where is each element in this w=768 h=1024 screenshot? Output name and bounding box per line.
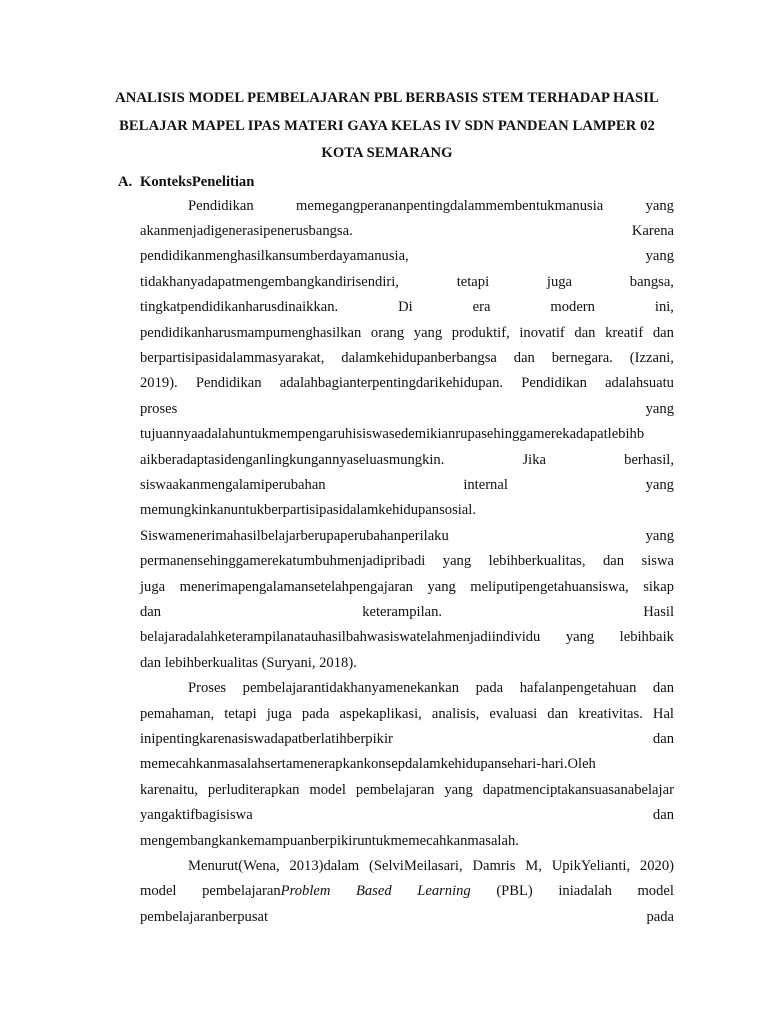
text-line <box>140 549 674 574</box>
text-line <box>140 854 674 879</box>
word: modern <box>550 299 595 316</box>
word: aspekaplikasi, <box>339 705 422 722</box>
word: kreativitas. <box>578 705 643 722</box>
word: lebihberkualitas, <box>488 553 586 570</box>
word: Jika <box>522 451 547 468</box>
text-line <box>140 321 674 346</box>
word: bernegara. <box>551 349 613 366</box>
word: dan <box>652 324 674 341</box>
text-line <box>140 803 674 828</box>
word: analisis, <box>431 705 480 722</box>
text-line <box>140 651 674 676</box>
word: UpikYelianti, <box>551 858 631 875</box>
word: karenaitu, <box>140 781 198 798</box>
text-line <box>140 295 674 320</box>
word: hafalanpengetahuan <box>519 680 637 697</box>
word: dan lebihberkualitas (Suryani, 2018). <box>140 654 357 671</box>
word: pemahaman, <box>140 705 215 722</box>
word: dan <box>652 680 674 697</box>
word: Pendidikan <box>195 375 262 392</box>
word: pada <box>475 680 504 697</box>
section-marker: A. <box>118 173 133 190</box>
text-line <box>140 498 674 523</box>
word: kreatif <box>605 324 644 341</box>
text-line <box>140 473 674 498</box>
word: produktif, <box>451 324 510 341</box>
word: tujuannyaadalahuntukmempengaruhisiswasedemikianrupasehinggamerekadapatlebihb <box>140 426 645 443</box>
word: adalahsuatu <box>605 375 674 392</box>
word: bangsa, <box>629 273 674 290</box>
text-line <box>140 752 674 777</box>
text-line <box>140 270 674 295</box>
word: sikap <box>643 578 674 595</box>
word-with-term <box>202 879 330 904</box>
text-line <box>140 422 674 447</box>
text-line <box>140 244 674 269</box>
word: yang <box>645 527 674 544</box>
word: proses <box>140 400 178 417</box>
word: yang <box>442 553 472 570</box>
text-line <box>140 600 674 625</box>
italic-term: Problem <box>280 883 331 900</box>
word: dan <box>513 349 535 366</box>
word: model <box>140 883 177 900</box>
word: Pendidikan <box>188 197 254 214</box>
word: juga <box>266 705 292 722</box>
word: permanensehinggamerekatumbuhmenjadipribadi <box>140 553 426 570</box>
section-title: KonteksPenelitian <box>140 173 255 190</box>
word: inovatif <box>519 324 565 341</box>
text-line <box>140 676 674 701</box>
word: era <box>472 299 491 316</box>
word: yang <box>565 629 595 646</box>
word: tetapi <box>456 273 490 290</box>
word: perluditerapkan <box>207 781 300 798</box>
text-line <box>140 905 674 930</box>
word: pembelajarantidakhanyamenekankan <box>242 680 460 697</box>
text-line <box>140 727 674 752</box>
word: yang <box>645 197 674 214</box>
word: yang <box>413 324 443 341</box>
word: pendidikanmenghasilkansumberdayamanusia, <box>140 248 409 265</box>
text-line <box>140 397 674 422</box>
title-line: BELAJAR MAPEL IPAS MATERI GAYA KELAS IV SDN PANDEAN LAMPER 02 <box>119 117 655 134</box>
word: inipentingkarenasiswadapatberlatihberpikir <box>140 731 393 748</box>
word: yang <box>444 781 473 798</box>
word: memecahkanmasalahsertamenerapkankonsepdalamkehidupansehari-hari.Oleh <box>140 756 596 773</box>
word: iniadalah <box>558 883 612 900</box>
text-line <box>140 625 674 650</box>
word: yang <box>645 476 674 493</box>
word: evaluasi <box>489 705 538 722</box>
word: Hal <box>652 705 674 722</box>
word: ini, <box>654 299 674 316</box>
word: Damris <box>472 858 516 875</box>
text-line <box>140 371 674 396</box>
text-line <box>140 778 674 803</box>
title-line: KOTA SEMARANG <box>321 145 453 161</box>
word: dapatmenciptakansuasanabelajar <box>482 781 674 798</box>
word: orang <box>370 324 405 341</box>
word: memungkinkanuntukberpartisipasidalamkehidupansosial. <box>140 502 476 519</box>
title-line: ANALISIS MODEL PEMBELAJARAN PBL BERBASIS STEM TERHADAP HASIL <box>115 90 659 106</box>
word: pendidikanharusmampumenghasilkan <box>140 324 362 341</box>
italic-term: Learning <box>417 883 471 900</box>
word: pembelajaran <box>202 883 281 900</box>
word: juga <box>140 578 166 595</box>
text-line <box>140 575 674 600</box>
text-line <box>140 879 674 904</box>
word: memegangperananpentingdalammembentukmanusia <box>296 197 604 214</box>
word: Menurut(Wena, <box>188 858 280 875</box>
word: dan <box>602 553 625 570</box>
word: belajaradalahketerampilanatauhasilbahwasiswatelahmenjadiindividu <box>140 629 541 646</box>
word: (PBL) <box>496 883 533 900</box>
word: berpartisipasidalammasyarakat, <box>140 349 325 366</box>
word: yang <box>645 248 674 265</box>
word: berhasil, <box>624 451 674 468</box>
word: (Izzani, <box>629 349 674 366</box>
word: Siswamenerimahasilbelajarberupaperubahanperilaku <box>140 527 449 544</box>
word: adalahbagianterpentingdarikehidupan. <box>279 375 504 392</box>
word: siswa <box>641 553 674 570</box>
word: keterampilan. <box>362 604 443 620</box>
word: model <box>637 883 674 900</box>
word: dan <box>547 705 569 722</box>
word: menerimapengalamansetelahpengajaran <box>179 578 413 595</box>
word: dan <box>140 604 162 620</box>
word: tetapi <box>224 705 257 722</box>
word: yangaktifbagisiswa <box>140 807 253 824</box>
word: internal <box>463 476 508 493</box>
word: yang <box>427 578 456 595</box>
text-line <box>140 219 674 244</box>
text-line <box>140 829 674 854</box>
word: M, <box>525 858 542 875</box>
word: Karena <box>631 222 674 239</box>
word: lebihbaik <box>619 629 674 646</box>
word: dalamkehidupanberbangsa <box>341 349 497 366</box>
document-title <box>100 85 674 168</box>
section-heading <box>118 170 674 194</box>
word: (SelviMeilasari, <box>369 858 463 875</box>
word: 2013)dalam <box>289 858 360 875</box>
word: yang <box>645 400 674 417</box>
word: 2020) <box>639 858 674 875</box>
word: aikberadaptasidenganlingkungannyaseluasmungkin. <box>140 451 445 468</box>
word: dan <box>574 324 596 341</box>
word: Di <box>398 299 413 316</box>
text-line <box>140 194 674 219</box>
word: pada <box>301 705 330 722</box>
word: model <box>309 781 346 798</box>
word: Proses <box>188 680 227 697</box>
word: Hasil <box>643 604 674 620</box>
word: akanmenjadigenerasipenerusbangsa. <box>140 222 353 239</box>
word: pembelajaran <box>355 781 435 798</box>
word: mengembangkankemampuanberpikiruntukmemecahkanmasalah. <box>140 832 519 849</box>
word: juga <box>546 273 573 290</box>
word: 2019). <box>140 375 178 392</box>
text-line <box>140 524 674 549</box>
word: tingkatpendidikanharusdinaikkan. <box>140 299 339 316</box>
word: tidakhanyadapatmengembangkandirisendiri, <box>140 273 399 290</box>
word: dan <box>652 731 674 748</box>
word: meliputipengetahuansiswa, <box>470 578 629 595</box>
word: Pendidikan <box>521 375 587 392</box>
body-text <box>140 194 674 931</box>
word: pada <box>646 908 674 925</box>
word: dan <box>652 807 674 824</box>
word: pembelajaranberpusat <box>140 908 269 925</box>
text-line <box>140 346 674 371</box>
italic-term: Based <box>355 883 392 900</box>
word: siswaakanmengalamiperubahan <box>140 476 326 493</box>
text-line <box>140 448 674 473</box>
text-line <box>140 702 674 727</box>
